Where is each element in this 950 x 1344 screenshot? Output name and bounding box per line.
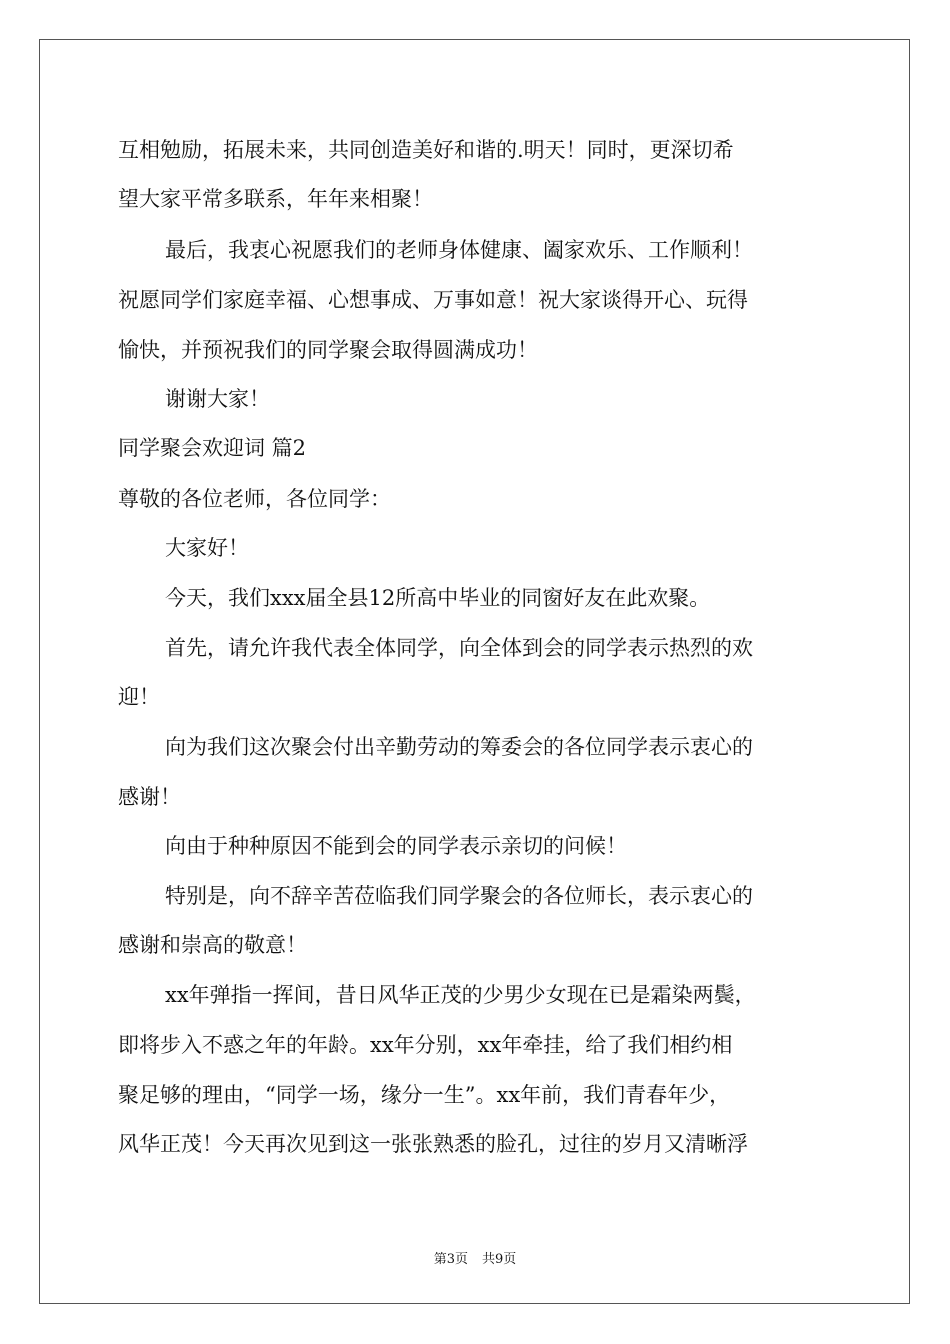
text-line: xx年弹指一挥间，昔日风华正茂的少男少女现在已是霜染两鬓， [165, 983, 756, 1007]
text-line: 即将步入不惑之年的年龄。xx年分别，xx年牵挂，给了我们相约相 [118, 1033, 733, 1057]
page-number: 第3页 [433, 1252, 468, 1267]
text-line: 聚足够的理由，“同学一场，缘分一生”。xx年前，我们青春年少， [118, 1083, 731, 1107]
text-line: 互相勉励，拓展未来，共同创造美好和谐的.明天！同时，更深切希 [118, 138, 734, 162]
text-line: 向由于种种原因不能到会的同学表示亲切的问候！ [165, 834, 627, 858]
text-line: 迎！ [118, 685, 160, 709]
text-line: 最后，我衷心祝愿我们的老师身体健康、阖家欢乐、工作顺利！ [165, 238, 753, 262]
section-heading: 同学聚会欢迎词 篇2 [118, 436, 307, 460]
text-line: 首先，请允许我代表全体同学，向全体到会的同学表示热烈的欢 [165, 636, 753, 660]
text-line: 风华正茂！今天再次见到这一张张熟悉的脸孔，过往的岁月又清晰浮 [118, 1132, 748, 1156]
text-line: 谢谢大家！ [165, 387, 270, 411]
text-line: 向为我们这次聚会付出辛勤劳动的筹委会的各位同学表示衷心的 [165, 735, 753, 759]
text-line: 今天，我们xxx届全县12所高中毕业的同窗好友在此欢聚。 [165, 586, 711, 610]
text-line: 望大家平常多联系，年年来相聚！ [118, 187, 433, 211]
text-line: 特别是，向不辞辛苦莅临我们同学聚会的各位师长，表示衷心的 [165, 884, 753, 908]
text-line: 祝愿同学们家庭幸福、心想事成、万事如意！祝大家谈得开心、玩得 [118, 288, 748, 312]
page-total: 共9页 [482, 1252, 517, 1267]
text-line: 感谢！ [118, 785, 181, 809]
page-footer [0, 1248, 950, 1267]
salutation: 尊敬的各位老师，各位同学： [118, 487, 391, 511]
page-border [39, 39, 910, 1304]
text-line: 大家好！ [165, 536, 249, 560]
text-line: 愉快，并预祝我们的同学聚会取得圆满成功！ [118, 338, 538, 362]
text-line: 感谢和崇高的敬意！ [118, 933, 307, 957]
